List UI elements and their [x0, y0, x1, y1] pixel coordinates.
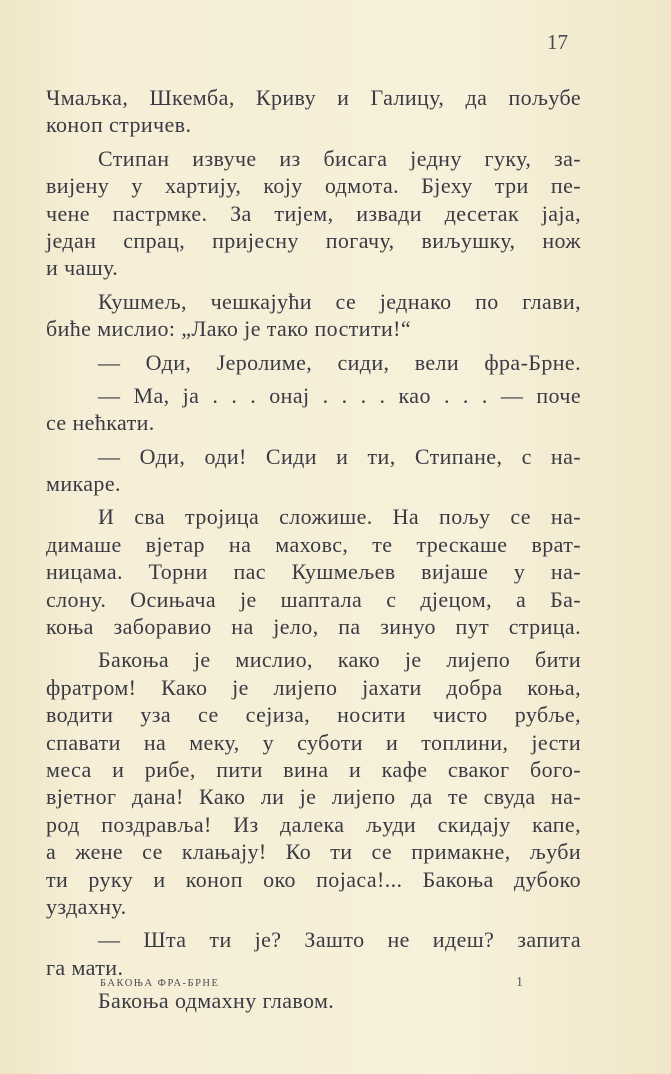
text-line: слону. Осињача је шаптала с дјецом, а Ба- [46, 586, 581, 612]
text-line: биће мислио: „Лако је тако постити!“ [46, 316, 412, 342]
text-line: спавати на меку, у суботи и топлини, јести [46, 729, 581, 755]
text-line: Стипан извуче из бисага једну гуку, за- [98, 145, 581, 171]
text-line: водити уза се сејиза, носити чисто рубље, [46, 702, 581, 728]
text-line: ницама. Торни пас Кушмељев вијаше у на- [46, 559, 581, 585]
text-line: димаше вјетар на маховс, те трескаше врат- [46, 531, 581, 557]
text-line: коња заборавио на јело, па зинуо пут стрица. [46, 614, 581, 640]
text-line: Кушмељ, чешкајући се једнако по глави, [98, 288, 581, 314]
text-line: вијену у хартију, коју одмота. Бјеху три пе- [46, 173, 581, 199]
text-line: Чмаљка, Шкемба, Криву и Галицу, да пољубе [46, 85, 581, 110]
text-line: род поздравља! Из далека људи скидају капе, [46, 811, 581, 837]
text-line: и чашу. [46, 255, 119, 281]
text-line: га мати. [46, 954, 124, 980]
text-line: Бакоња је мислио, како је лијепо бити [98, 647, 581, 673]
text-line: — Оди, Јеролиме, сиди, вели фра-Брне. [98, 349, 581, 375]
text-line: микаре. [46, 471, 121, 497]
text-line: коноп стричев. [46, 112, 192, 138]
text-line: фратром! Како је лијепо јахати добра коња, [46, 674, 581, 700]
text-line: И сва тројица сложише. На пољу се на- [98, 504, 581, 530]
text-line: а жене се клањају! Ко ти се примакне, љуби [46, 839, 581, 865]
text-line: — Оди, оди! Сиди и ти, Стипане, с на- [98, 443, 581, 469]
page-number: 17 [547, 30, 568, 54]
text-line: чене пастрмке. За тијем, извади десетак јаја, [46, 200, 581, 226]
text-line: један спрац, пријесну погачу, виљушку, нож [46, 227, 581, 253]
text-line: уздахну. [46, 893, 127, 919]
signature-number: 1 [516, 975, 523, 990]
text-line: ти руку и коноп око појаса!... Бакоња дубоко [46, 866, 581, 892]
text-line: — Ма, ја . . . онај . . . . као . . . — поче [98, 382, 581, 408]
text-line: — Шта ти је? Зашто не идеш? запита [98, 927, 581, 953]
text-line: се нећкати. [46, 410, 155, 436]
signature-footer: БАКОЊА ФРА-БРНЕ [100, 978, 220, 989]
text-line: вјетног дана! Како ли је лијепо да те свуда на- [46, 784, 581, 810]
body-text [46, 84, 581, 1015]
text-line: меса и рибе, пити вина и кафе сваког бого- [46, 756, 581, 782]
text-line: Бакоња одмахну главом. [98, 988, 335, 1014]
